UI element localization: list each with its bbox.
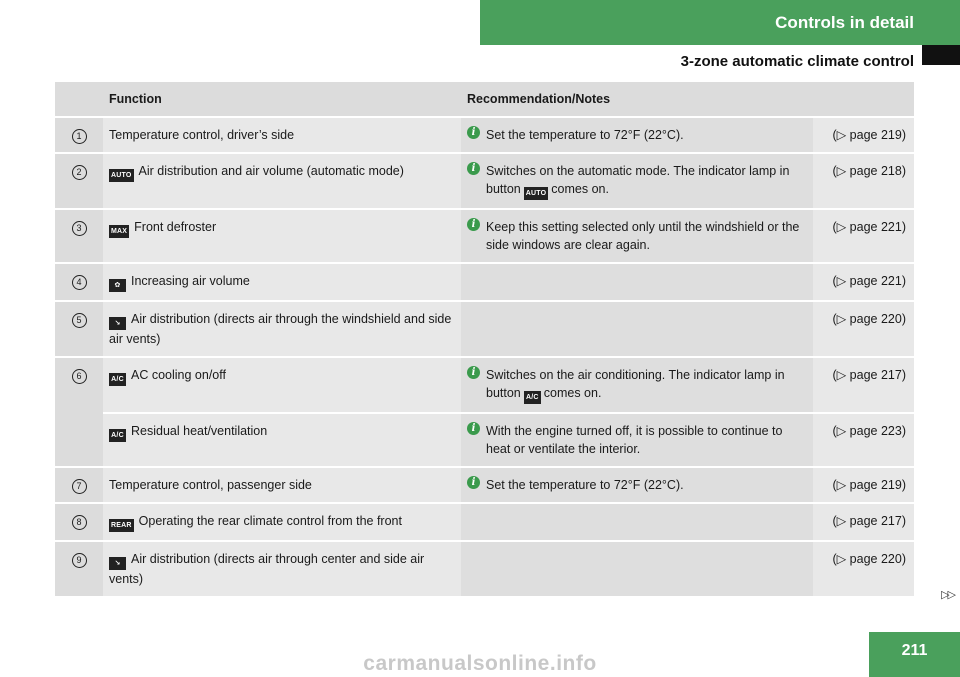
row-number bbox=[55, 503, 103, 541]
notes-cell bbox=[461, 467, 813, 503]
page-reference[interactable]: (▷ page 221) bbox=[813, 209, 914, 263]
note-text-start: Switches on the automatic mode. The indicator lamp in button bbox=[486, 164, 790, 196]
control-button-icon: ↘ bbox=[109, 557, 126, 570]
row-number-circle: 6 bbox=[72, 369, 87, 384]
column-header-function: Function bbox=[103, 82, 461, 117]
function-cell bbox=[103, 209, 461, 263]
page-reference[interactable]: (▷ page 220) bbox=[813, 301, 914, 357]
table-row bbox=[55, 413, 914, 467]
function-cell bbox=[103, 117, 461, 153]
function-cell bbox=[103, 503, 461, 541]
function-text: Operating the rear climate control from the front bbox=[138, 514, 402, 528]
notes-cell bbox=[461, 541, 813, 597]
section-header bbox=[480, 0, 960, 45]
row-number-circle: 4 bbox=[72, 275, 87, 290]
row-number bbox=[55, 467, 103, 503]
info-icon: i bbox=[467, 476, 480, 489]
control-button-icon: A/C bbox=[109, 373, 126, 386]
note-text bbox=[486, 126, 807, 144]
note-text bbox=[486, 162, 807, 200]
function-cell bbox=[103, 153, 461, 209]
control-button-icon: REAR bbox=[109, 519, 134, 532]
table-row bbox=[55, 503, 914, 541]
row-number bbox=[55, 301, 103, 357]
notes-cell bbox=[461, 153, 813, 209]
row-number bbox=[55, 117, 103, 153]
function-cell bbox=[103, 357, 461, 413]
row-number bbox=[55, 263, 103, 301]
row-number-circle: 8 bbox=[72, 515, 87, 530]
page-subtitle: 3-zone automatic climate control bbox=[680, 53, 914, 70]
row-number bbox=[55, 541, 103, 597]
function-cell bbox=[103, 263, 461, 301]
info-icon: i bbox=[467, 218, 480, 231]
note-text-start: Set the temperature to 72°F (22°C). bbox=[486, 128, 684, 142]
section-title: Controls in detail bbox=[775, 12, 914, 32]
notes-cell bbox=[461, 301, 813, 357]
column-header-number bbox=[55, 82, 103, 117]
function-table bbox=[55, 82, 914, 598]
info-icon: i bbox=[467, 126, 480, 139]
note-text bbox=[486, 218, 807, 254]
note-text-end: comes on. bbox=[543, 386, 602, 400]
note-text bbox=[486, 422, 807, 458]
page-reference[interactable]: (▷ page 221) bbox=[813, 263, 914, 301]
page-reference[interactable]: (▷ page 219) bbox=[813, 467, 914, 503]
page-reference[interactable]: (▷ page 223) bbox=[813, 413, 914, 467]
control-button-icon: ↘ bbox=[109, 317, 126, 330]
inline-button-icon: A/C bbox=[524, 391, 541, 404]
note-text bbox=[486, 476, 807, 494]
function-text: AC cooling on/off bbox=[131, 368, 226, 382]
table-row bbox=[55, 117, 914, 153]
table-row bbox=[55, 541, 914, 597]
notes-cell bbox=[461, 503, 813, 541]
note-text-end: comes on. bbox=[551, 182, 609, 196]
note-text-start: Set the temperature to 72°F (22°C). bbox=[486, 478, 684, 492]
row-number bbox=[55, 357, 103, 467]
row-number-circle: 7 bbox=[72, 479, 87, 494]
row-number-circle: 1 bbox=[72, 129, 87, 144]
control-button-icon: A/C bbox=[109, 429, 126, 442]
table-header-row bbox=[55, 82, 914, 117]
table-row bbox=[55, 153, 914, 209]
function-text: Air distribution (directs air through center and side air vents) bbox=[109, 552, 425, 586]
control-button-icon: AUTO bbox=[109, 169, 134, 182]
control-button-icon: ✿ bbox=[109, 279, 126, 292]
watermark: carmanualsonline.info bbox=[363, 652, 597, 675]
page-reference[interactable]: (▷ page 218) bbox=[813, 153, 914, 209]
row-number-circle: 2 bbox=[72, 165, 87, 180]
inline-button-icon: AUTO bbox=[524, 187, 549, 200]
note-text-start: Keep this setting selected only until the windshield or the side windows are clear again. bbox=[486, 220, 800, 252]
function-cell bbox=[103, 301, 461, 357]
table-row bbox=[55, 263, 914, 301]
function-text: Temperature control, driver’s side bbox=[109, 128, 295, 142]
notes-cell bbox=[461, 117, 813, 153]
page-reference[interactable]: (▷ page 217) bbox=[813, 357, 914, 413]
table-row bbox=[55, 357, 914, 413]
info-icon: i bbox=[467, 422, 480, 435]
info-icon: i bbox=[467, 162, 480, 175]
row-number bbox=[55, 209, 103, 263]
info-icon: i bbox=[467, 366, 480, 379]
notes-cell bbox=[461, 413, 813, 467]
table-row bbox=[55, 209, 914, 263]
row-number-circle: 9 bbox=[72, 553, 87, 568]
page-reference[interactable]: (▷ page 217) bbox=[813, 503, 914, 541]
notes-cell bbox=[461, 209, 813, 263]
row-number bbox=[55, 153, 103, 209]
function-cell bbox=[103, 467, 461, 503]
function-text: Residual heat/ventilation bbox=[131, 424, 268, 438]
function-text: Air distribution and air volume (automatic mode) bbox=[138, 164, 404, 178]
row-number-circle: 5 bbox=[72, 313, 87, 328]
header-tab-marker bbox=[922, 45, 960, 65]
column-header-page bbox=[813, 82, 914, 117]
function-cell bbox=[103, 413, 461, 467]
notes-cell bbox=[461, 357, 813, 413]
page-reference[interactable]: (▷ page 219) bbox=[813, 117, 914, 153]
note-text-start: With the engine turned off, it is possible to continue to heat or ventilate the interior. bbox=[486, 424, 783, 456]
page-number: 211 bbox=[901, 642, 928, 659]
note-text bbox=[486, 366, 807, 404]
row-number-circle: 3 bbox=[72, 221, 87, 236]
table-row bbox=[55, 467, 914, 503]
control-button-icon: MAX bbox=[109, 225, 129, 238]
page-reference[interactable]: (▷ page 220) bbox=[813, 541, 914, 597]
function-text: Temperature control, passenger side bbox=[109, 478, 312, 492]
note-text-start: Switches on the air conditioning. The indicator lamp in button bbox=[486, 368, 785, 400]
function-text: Front defroster bbox=[134, 220, 217, 234]
function-cell bbox=[103, 541, 461, 597]
continued-arrows: ▷▷ bbox=[941, 589, 954, 601]
function-text: Increasing air volume bbox=[131, 274, 250, 288]
column-header-notes: Recommendation/Notes bbox=[461, 82, 813, 117]
function-text: Air distribution (directs air through the windshield and side air vents) bbox=[109, 312, 452, 346]
table-row bbox=[55, 301, 914, 357]
notes-cell bbox=[461, 263, 813, 301]
